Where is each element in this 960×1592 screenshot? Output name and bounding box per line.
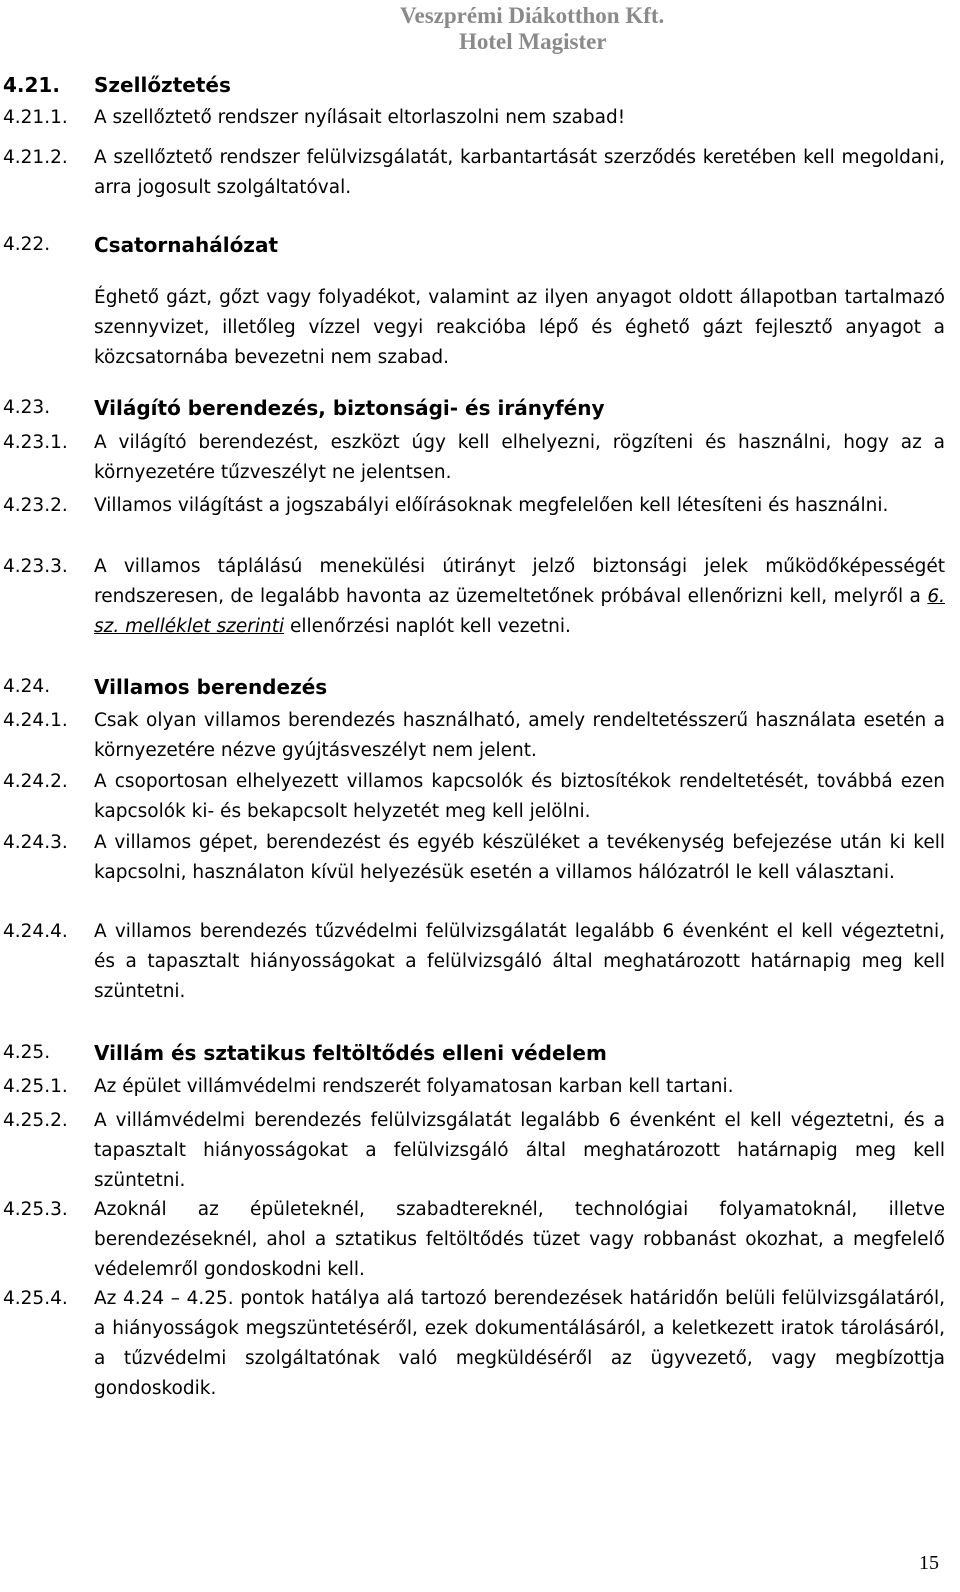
item-number: 4.24.2. [3, 771, 68, 792]
item-number: 4.23.2. [3, 495, 68, 516]
item-text: Azoknál az épületeknél, szabadtereknél, technológiai folyamatoknál, illetve berendezéseknél, ahol a sztatikus feltöltődés tüzet vagy robbanást okozhat, a megfelelő védelemről gondoskodni kell. [94, 1199, 945, 1280]
item-number: 4.24.4. [3, 921, 68, 942]
item-number: 4.21.2. [3, 147, 68, 168]
item-text-end: ellenőrzési naplót kell vezetni. [284, 616, 571, 637]
item-number: 4.25.1. [3, 1076, 68, 1097]
section-number: 4.22. [3, 234, 51, 255]
item-text: Az 4.24 – 4.25. pontok hatálya alá tartozó berendezések határidőn belüli felülvizsgálatáról, a hiányosságok megszüntetéséről, ezek dokumentálásáról, a keletkezett iratok tárolásáról, a tűzvédelmi szolgáltatónak való megküldéséről az ügyvezető, vagy megbízottja gondoskodik. [94, 1288, 945, 1399]
item-number: 4.21.1. [3, 107, 68, 128]
item-number: 4.23.3. [3, 556, 68, 577]
item-text: Villamos világítást a jogszabályi előírásoknak megfelelően kell létesíteni és használni. [94, 495, 889, 516]
item-number: 4.25.4. [3, 1288, 68, 1309]
item-text: A szellőztető rendszer felülvizsgálatát, karbantartását szerződés keretében kell megoldani, arra jogosult szolgáltatóval. [94, 147, 945, 198]
item-text: Csak olyan villamos berendezés használható, amely rendeltetésszerű használata esetén a környezetére nézve gyújtásveszélyt nem jelent. [94, 710, 945, 761]
item-text: A villamos berendezés tűzvédelmi felülvizsgálatát legalább 6 évenként el kell végeztetni, és a tapasztalt hiányosságokat a felülvizsgáló által meghatározott határnapig meg kell szüntetni. [94, 921, 945, 1002]
section-number: 4.24. [3, 676, 51, 697]
header-company: Veszprémi Diákotthon Kft. [400, 3, 665, 28]
section-title: Csatornahálózat [94, 233, 279, 257]
page-number: 15 [919, 1552, 939, 1574]
section-number: 4.25. [3, 1042, 51, 1063]
item-number: 4.24.3. [3, 832, 68, 853]
item-text [94, 552, 945, 642]
appendix-reference-link[interactable]: 6. sz. melléklet szerinti [94, 586, 945, 637]
item-text: A szellőztető rendszer nyílásait eltorlaszolni nem szabad! [94, 107, 626, 128]
item-number: 4.25.2. [3, 1110, 68, 1131]
item-text: A villámvédelmi berendezés felülvizsgálatát legalább 6 évenként el kell végeztetni, és a tapasztalt hiányosságokat a felülvizsgáló által meghatározott határnapig meg kell szüntetni. [94, 1110, 945, 1191]
section-title: Világító berendezés, biztonsági- és irányfény [94, 396, 605, 420]
paragraph-text: Éghető gázt, gőzt vagy folyadékot, valamint az ilyen anyagot oldott állapotban tartalmazó szennyvizet, illetőleg vízzel vegyi reakcióba lépő és éghető gázt fejlesztő anyagot a közcsatornába bevezetni nem szabad. [94, 287, 945, 368]
section-title: Villám és sztatikus feltöltődés elleni védelem [94, 1041, 607, 1065]
item-text: Az épület villámvédelmi rendszerét folyamatosan karban kell tartani. [94, 1076, 734, 1097]
item-text: A világító berendezést, eszközt úgy kell elhelyezni, rögzíteni és használni, hogy az a környezetére tűzveszélyt ne jelentsen. [94, 432, 945, 483]
item-text: A csoportosan elhelyezett villamos kapcsolók és biztosítékok rendeltetését, továbbá ezen kapcsolók ki- és bekapcsolt helyzetét meg kell jelölni. [94, 771, 945, 822]
item-text-start: A villamos táplálású menekülési útirányt jelző biztonsági jelek működőképességét rendszeresen, de legalább havonta az üzemeltetőnek próbával ellenőrizni kell, melyről a [94, 556, 945, 607]
item-text: A villamos gépet, berendezést és egyéb készüléket a tevékenység befejezése után ki kell kapcsolni, használaton kívül helyezésük esetén a villamos hálózatról le kell választani. [94, 832, 945, 883]
section-title: Villamos berendezés [94, 675, 328, 699]
section-number: 4.23. [3, 397, 51, 418]
section-title: Szellőztetés [94, 73, 231, 97]
item-number: 4.23.1. [3, 432, 68, 453]
item-number: 4.25.3. [3, 1199, 68, 1220]
item-number: 4.24.1. [3, 710, 68, 731]
header-hotel: Hotel Magister [459, 29, 607, 54]
section-number: 4.21. [3, 73, 60, 97]
